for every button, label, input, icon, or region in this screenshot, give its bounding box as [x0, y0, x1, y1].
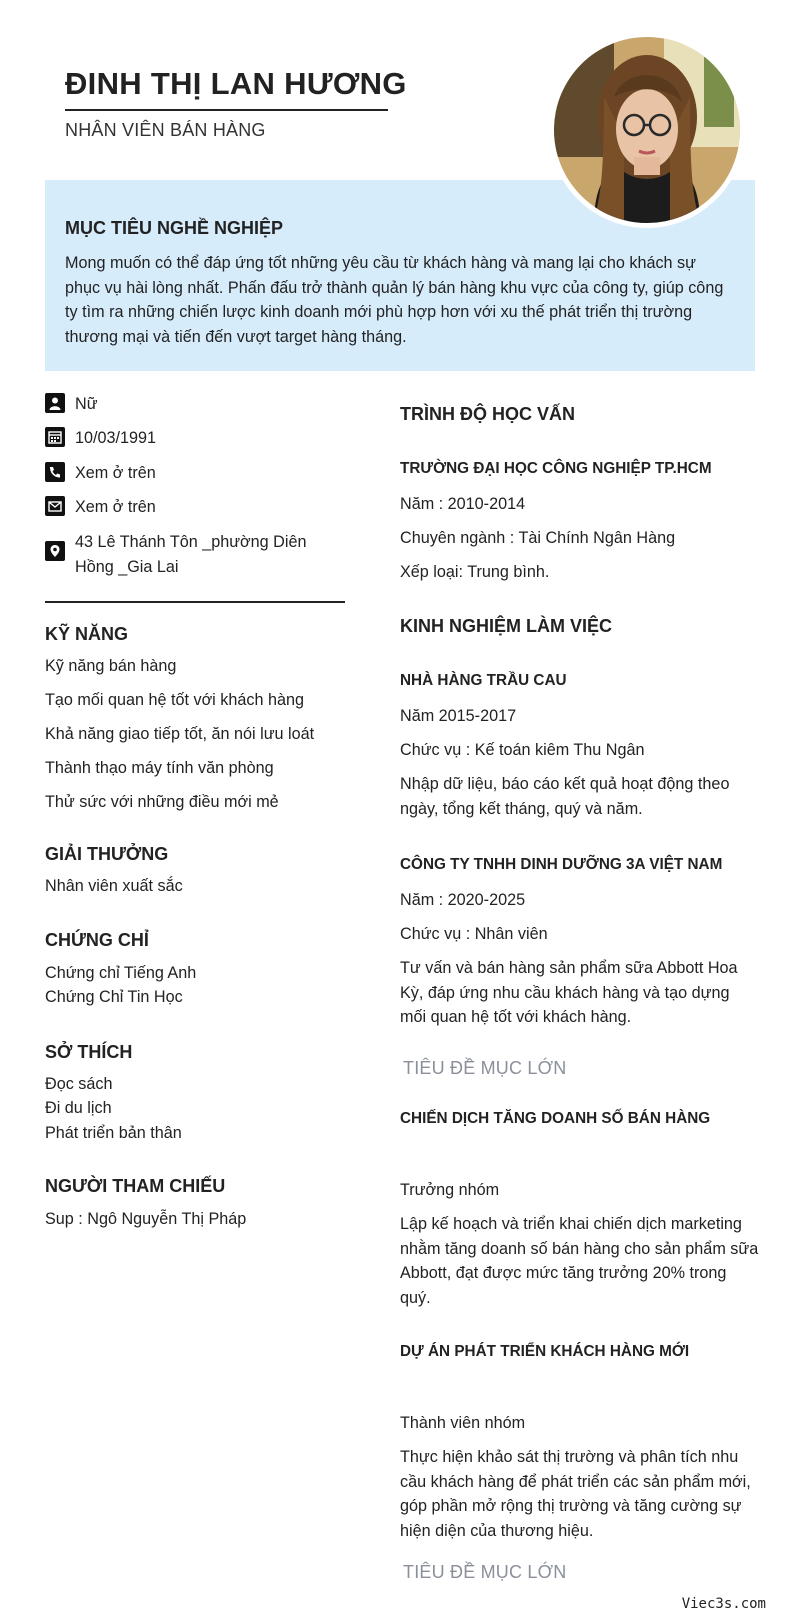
objective-title: MỤC TIÊU NGHỀ NGHIỆP	[65, 218, 284, 238]
project-description: Thực hiện khảo sát thị trường và phân tích nhu cầu khách hàng để phát triển các sản phẩm mới, góp phần mở rộng thị trường và tăng cường sự hiện diện của thương hiệu.	[400, 1448, 751, 1540]
info-email	[45, 495, 156, 520]
skill-item: Khả năng giao tiếp tốt, ăn nói lưu loát	[45, 725, 315, 743]
education-title: TRÌNH ĐỘ HỌC VẤN	[400, 404, 575, 424]
education-major: Chuyên ngành : Tài Chính Ngân Hàng	[400, 529, 676, 547]
references-title: NGƯỜI THAM CHIẾU	[45, 1176, 226, 1196]
calendar-icon	[45, 427, 65, 447]
candidate-name: ĐINH THỊ LAN HƯƠNG	[65, 66, 407, 101]
project-description: Lập kế hoạch và triển khai chiến dịch marketing nhằm tăng doanh số bán hàng cho sản phẩm sữa Abbott, đạt được mức tăng trưởng 20% trong quý.	[400, 1215, 759, 1307]
location-pin-icon	[45, 541, 65, 561]
project-role: Thành viên nhóm	[400, 1414, 526, 1432]
skill-item: Tạo mối quan hệ tốt với khách hàng	[45, 691, 304, 709]
address-value	[75, 530, 306, 579]
address-line-2: Hồng _Gia Lai	[75, 557, 179, 576]
job-years: Năm 2015-2017	[400, 707, 517, 725]
phone-value: Xem ở trên	[75, 464, 156, 482]
hobbies-title: SỞ THÍCH	[45, 1042, 133, 1062]
avatar-photo	[554, 37, 740, 223]
skill-item: Kỹ năng bán hàng	[45, 657, 177, 675]
project-title: DỰ ÁN PHÁT TRIỂN KHÁCH HÀNG MỚI	[400, 1343, 690, 1360]
info-gender	[45, 392, 98, 417]
info-address	[45, 530, 306, 579]
job-company: CÔNG TY TNHH DINH DƯỠNG 3A VIỆT NAM	[400, 856, 723, 873]
certificate-item: Chứng Chỉ Tin Học	[45, 988, 183, 1006]
envelope-icon	[45, 496, 65, 516]
birthday-value: 10/03/1991	[75, 429, 157, 447]
skills-title: KỸ NĂNG	[45, 624, 129, 644]
skill-item: Thử sức với những điều mới mẻ	[45, 793, 279, 811]
experience-title: KINH NGHIỆM LÀM VIỆC	[400, 616, 613, 636]
job-company: NHÀ HÀNG TRẦU CAU	[400, 672, 567, 689]
hobby-item: Đi du lịch	[45, 1099, 112, 1117]
info-divider	[45, 601, 345, 603]
section-placeholder-title: TIÊU ĐỀ MỤC LỚN	[403, 1562, 567, 1582]
project-title: CHIẾN DỊCH TĂNG DOANH SỐ BÁN HÀNG	[400, 1110, 711, 1127]
address-line-1: 43 Lê Thánh Tôn _phường Diên	[75, 533, 307, 551]
section-placeholder-title: TIÊU ĐỀ MỤC LỚN	[403, 1058, 567, 1078]
avatar	[549, 32, 745, 228]
email-value: Xem ở trên	[75, 498, 156, 516]
education-years: Năm : 2010-2014	[400, 495, 526, 513]
job-role: Chức vụ : Nhân viên	[400, 925, 548, 943]
job-years: Năm : 2020-2025	[400, 891, 526, 909]
reference-item: Sup : Ngô Nguyễn Thị Pháp	[45, 1210, 247, 1228]
hobby-item: Phát triển bản thân	[45, 1124, 182, 1142]
education-grade: Xếp loại: Trung bình.	[400, 563, 550, 581]
awards-title: GIẢI THƯỞNG	[45, 844, 169, 864]
watermark: Viec3s.com	[681, 1596, 766, 1612]
job-description: Tư vấn và bán hàng sản phẩm sữa Abbott Hoa Kỳ, đáp ứng nhu cầu khách hàng và tạo dựng mối quan hệ tốt với khách hàng.	[400, 959, 738, 1026]
award-item: Nhân viên xuất sắc	[45, 877, 183, 895]
job-role: Chức vụ : Kế toán kiêm Thu Ngân	[400, 741, 645, 759]
project-role: Trưởng nhóm	[400, 1181, 500, 1199]
hobby-item: Đọc sách	[45, 1075, 113, 1093]
name-underline	[65, 109, 388, 111]
info-phone	[45, 461, 156, 486]
job-description: Nhập dữ liệu, báo cáo kết quả hoạt động theo ngày, tổng kết tháng, quý và năm.	[400, 775, 730, 818]
info-birthday	[45, 426, 156, 451]
skill-item: Thành thạo máy tính văn phòng	[45, 759, 274, 777]
gender-value: Nữ	[75, 395, 98, 413]
phone-icon	[45, 462, 65, 482]
certificate-item: Chứng chỉ Tiếng Anh	[45, 964, 197, 982]
person-icon	[45, 393, 65, 413]
education-school: TRƯỜNG ĐẠI HỌC CÔNG NGHIỆP TP.HCM	[400, 460, 712, 477]
candidate-position: NHÂN VIÊN BÁN HÀNG	[65, 120, 266, 140]
certificates-title: CHỨNG CHỈ	[45, 930, 149, 950]
objective-text: Mong muốn có thể đáp ứng tốt những yêu cầu từ khách hàng và mang lại cho khách sự phục vụ hài lòng nhất. Phấn đấu trở thành quản lý bán hàng khu vực của công ty, giúp công ty tìm ra những chiến lược kinh doanh mới phù hợp hơn với xu thế phát triển thị trường thương mại và tiến đến vượt target hàng tháng.	[65, 254, 724, 346]
